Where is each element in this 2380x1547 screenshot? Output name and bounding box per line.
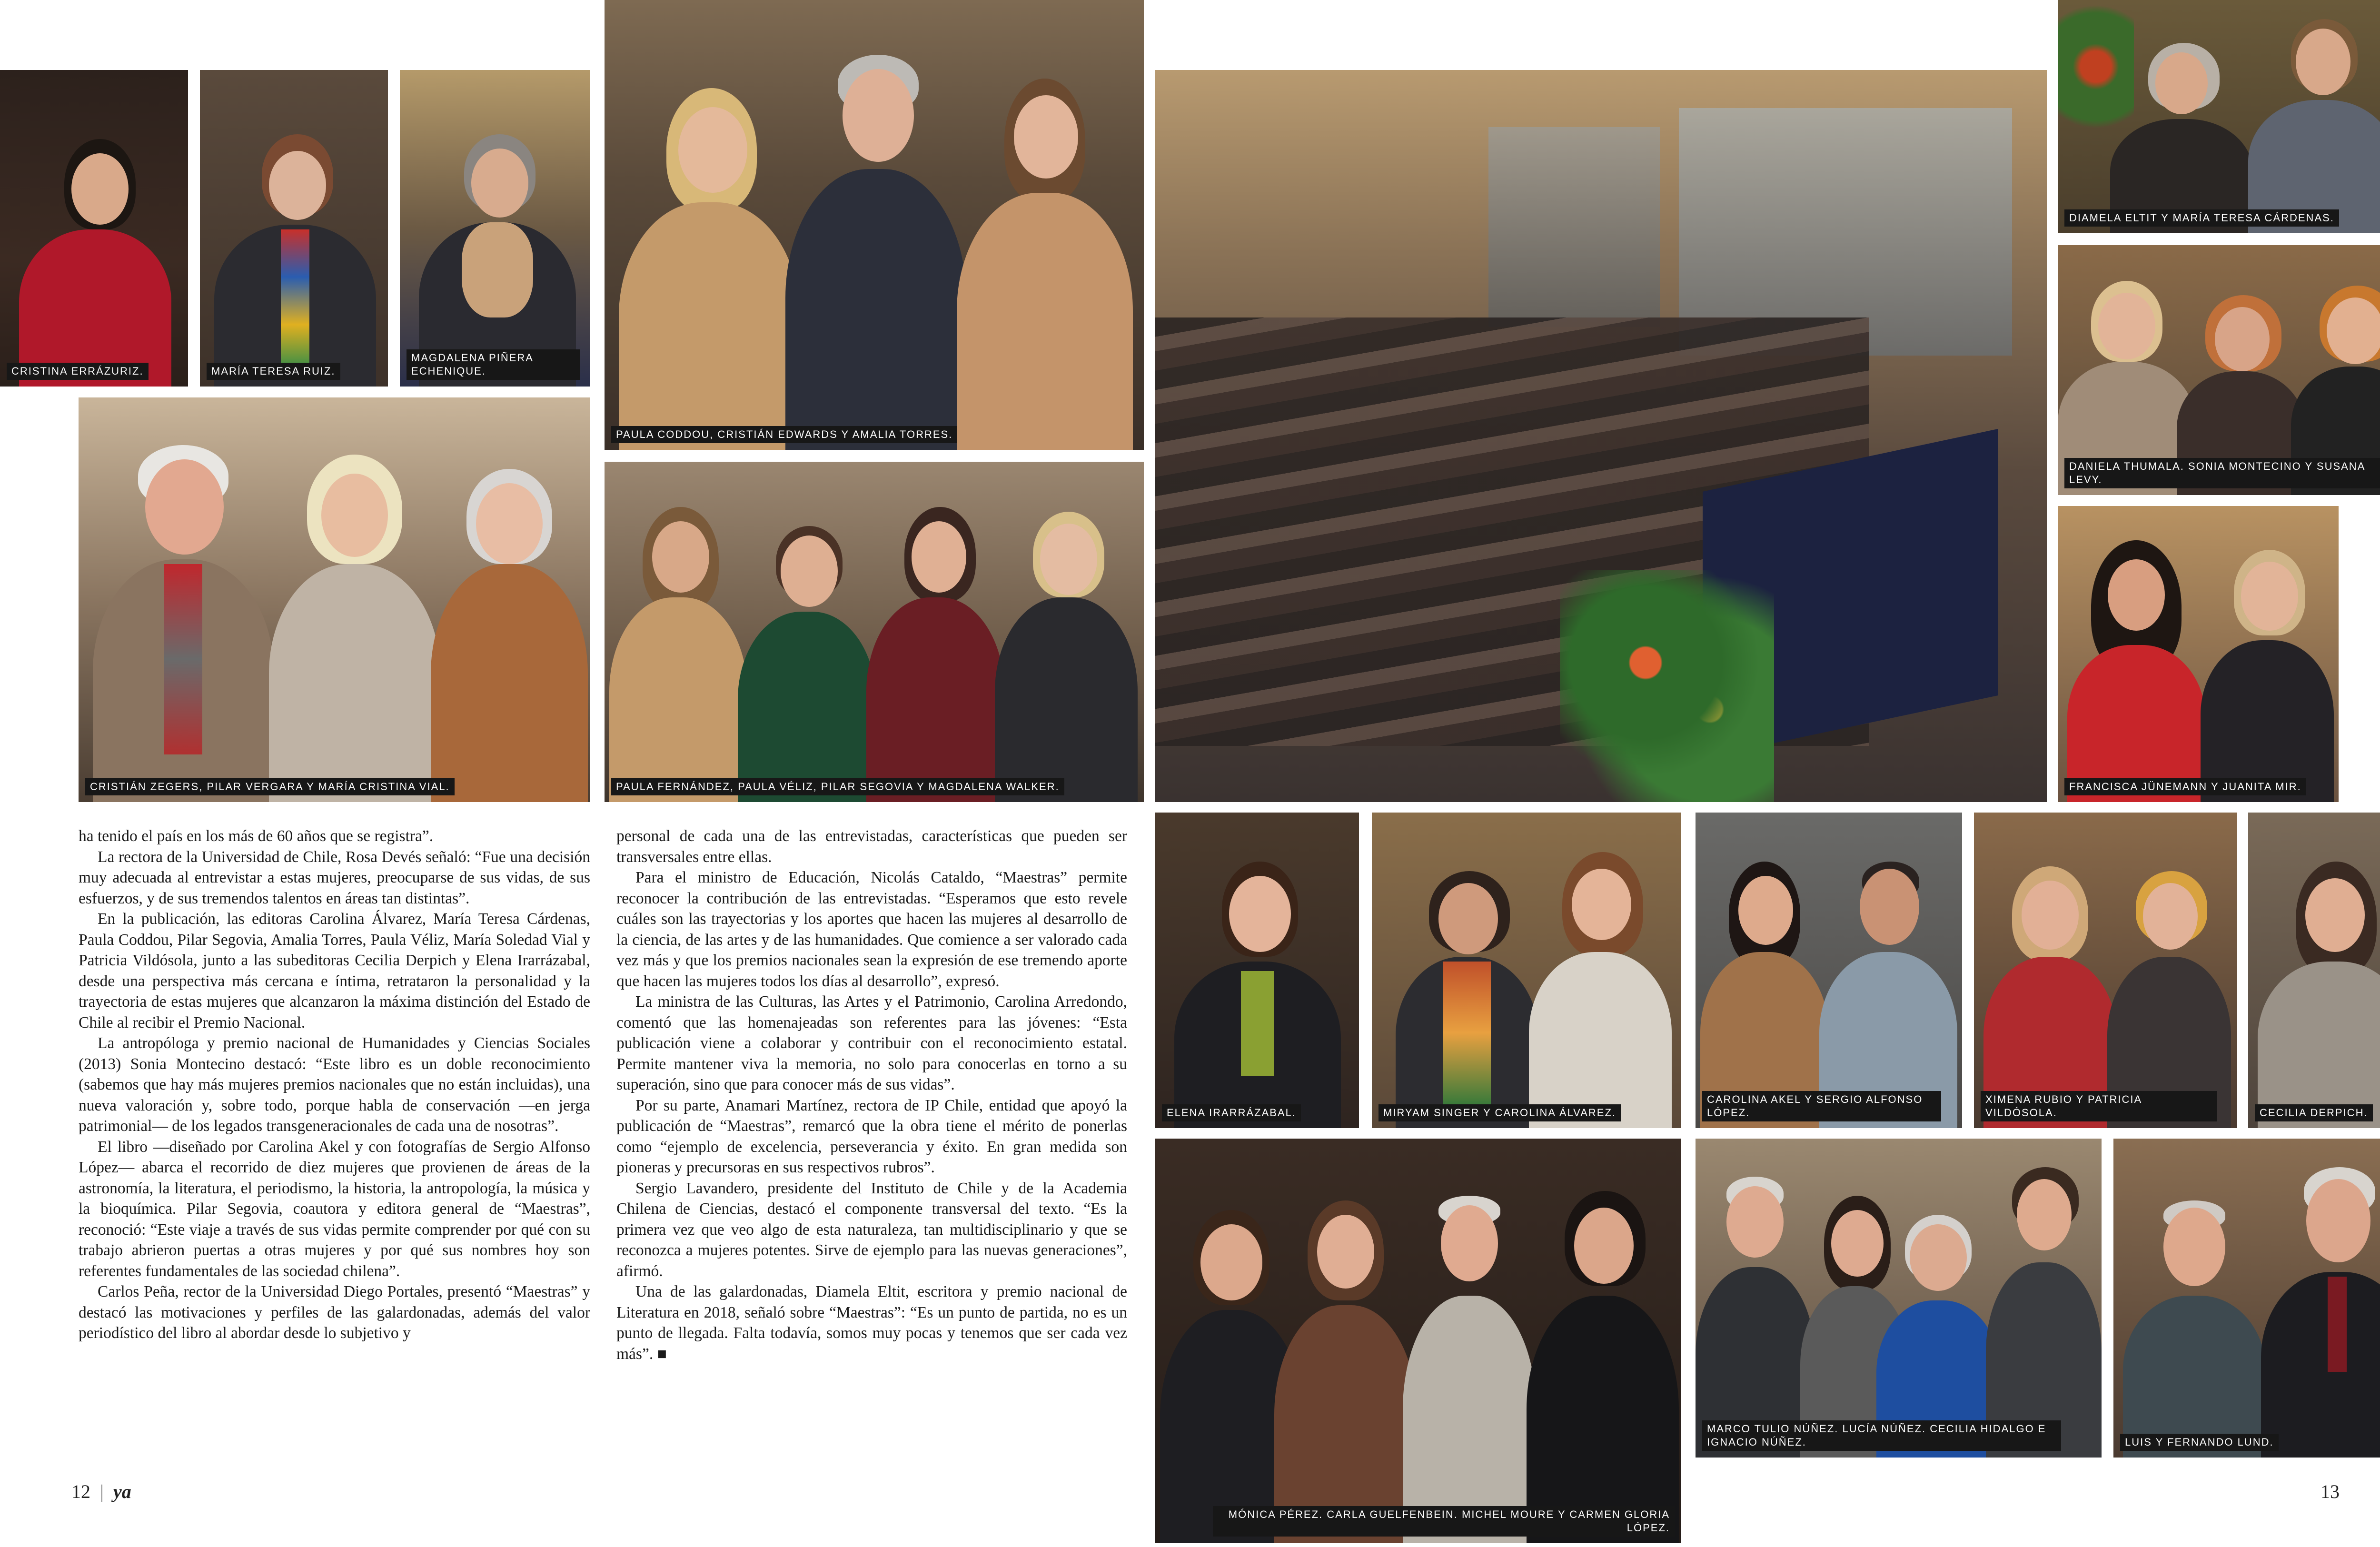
photo-rubio-vildosola [1974, 813, 2237, 1128]
photo-elena-irarrazabal [1155, 813, 1359, 1128]
caption: MAGDALENA PIÑERA ECHENIQUE. [407, 349, 580, 380]
photo-maria-teresa-ruiz [200, 70, 388, 387]
photo-akel-lopez [1696, 813, 1962, 1128]
caption: MARCO TULIO NÚÑEZ. LUCÍA NÚÑEZ. CECILIA HIDALGO E IGNACIO NÚÑEZ. [1702, 1420, 2061, 1451]
photo-perez-guelfenbein-moure-lopez [1155, 1139, 1681, 1543]
photo-junemann-mir [2058, 506, 2339, 802]
paragraph: Para el ministro de Educación, Nicolás Cataldo, “Maestras” permite reconocer la contribución de las entrevistadas. “Esperamos que esto revele cuáles son las trayectorias y los aportes que hacen las mujeres al desarrollo de la ciencia, de las artes y de las humanidades. Que comience a ser valorado cada vez más y que los premios nacionales sean la expresión de ese tremendo aporte que hacen las mujeres todos los días al desarrollo”, expresó. [616, 869, 1127, 990]
paragraph: Sergio Lavandero, presidente del Instituto de Chile y de la Academia Chilena de Ciencias, destacó el componente transversal del texto. “Es la primera vez que veo algo de esta naturaleza, tan multidisciplinario y que se reconozca a mujeres potentes. Sirve de ejemplo para las nuevas generaciones”, afirmó. [616, 1179, 1127, 1280]
caption: MARÍA TERESA RUIZ. [207, 363, 340, 380]
photo-cristina-errazuriz [0, 70, 188, 387]
folio-right [2320, 1480, 2340, 1503]
photo-magdalena-pinera [400, 70, 590, 387]
caption: CRISTIÁN ZEGERS, PILAR VERGARA Y MARÍA CRISTINA VIAL. [85, 778, 455, 795]
caption: DANIELA THUMALA. SONIA MONTECINO Y SUSANA LEVY. [2064, 458, 2380, 488]
paragraph: Una de las galardonadas, Diamela Eltit, escritora y premio nacional de Literatura en 2018, señaló sobre “Maestras”: “Es un punto de partida, no es un punto de llegada. Falta todavía, somos muy pocas y tenemos que ser cada vez más”. ■ [616, 1283, 1127, 1363]
caption: MÓNICA PÉREZ. CARLA GUELFENBEIN. MICHEL MOURE Y CARMEN GLORIA LÓPEZ. [1213, 1506, 1675, 1537]
magazine-logo: ya [113, 1481, 131, 1502]
caption: CAROLINA AKEL Y SERGIO ALFONSO LÓPEZ. [1702, 1091, 1941, 1121]
paragraph: Carlos Peña, rector de la Universidad Diego Portales, presentó “Maestras” y destacó las motivaciones y perfiles de las galardonadas, además del valor periodístico del libro al abordar desde lo subjetivo y [79, 1283, 590, 1342]
folio-separator: | [100, 1481, 104, 1502]
caption: PAULA CODDOU, CRISTIÁN EDWARDS Y AMALIA TORRES. [611, 426, 957, 443]
paragraph: personal de cada una de las entrevistadas, características que pueden ser transversales entre ellas. [616, 827, 1127, 866]
article-column-2 [616, 826, 1127, 1364]
paragraph: El libro —diseñado por Carolina Akel y con fotografías de Sergio Alfonso López— abarca el recorrido de diez mujeres que provienen de áreas de la astronomía, la literatura, el periodismo, la historia, la antropología, la música y la bioquímica. Pilar Segovia, coautora y editora general de “Maestras”, reconoció: “Este viaje a través de sus vidas permite comprender por qué con su trabajo abrieron puertas a otras mujeres y por qué sus nombres hoy son referentes fundamentales de las sociedad chilena”. [79, 1138, 590, 1280]
caption: MIRYAM SINGER Y CAROLINA ÁLVAREZ. [1378, 1104, 1621, 1121]
caption: CECILIA DERPICH. [2255, 1104, 2373, 1121]
caption: PAULA FERNÁNDEZ, PAULA VÉLIZ, PILAR SEGOVIA Y MAGDALENA WALKER. [611, 778, 1064, 795]
photo-thumala-montecino-levy [2058, 245, 2380, 495]
photo-event-hall [1155, 70, 2047, 802]
paragraph: Por su parte, Anamari Martínez, rectora de IP Chile, entidad que apoyó la publicación de “Maestras”, remarcó que la obra tiene el mérito de ponerlas como “ejemplo de excelencia, perseverancia y éxito. En gran medida son pioneras y precursoras en sus respectivos rubros”. [616, 1096, 1127, 1176]
folio-left [71, 1480, 131, 1503]
caption: FRANCISCA JÜNEMANN Y JUANITA MIR. [2064, 778, 2306, 795]
caption: ELENA IRARRÁZABAL. [1162, 1104, 1301, 1121]
photo-singer-alvarez [1372, 813, 1681, 1128]
photo-fernandez-veliz-segovia-walker [605, 462, 1144, 802]
page-number: 12 [71, 1481, 90, 1502]
caption: XIMENA RUBIO Y PATRICIA VILDÓSOLA. [1981, 1091, 2217, 1121]
photo-cecilia-derpich [2248, 813, 2380, 1128]
photo-nunez-hidalgo [1696, 1139, 2102, 1458]
caption: CRISTINA ERRÁZURIZ. [7, 363, 149, 380]
caption: LUIS Y FERNANDO LUND. [2120, 1434, 2279, 1451]
photo-eltit-cardenas [2058, 0, 2380, 233]
photo-coddou-edwards-torres [605, 0, 1144, 450]
paragraph: La antropóloga y premio nacional de Humanidades y Ciencias Sociales (2013) Sonia Montecino destacó: “Este libro es un doble reconocimiento (sabemos que hay más mujeres premios nacionales que no están incluidas), una nueva valoración y, sobre todo, porque habla de conservación —en jerga patrimonial— de los legados transgeneracionales de cada una de nosotras”. [79, 1034, 590, 1135]
paragraph: ha tenido el país en los más de 60 años que se registra”. [79, 827, 434, 845]
paragraph: La ministra de las Culturas, las Artes y el Patrimonio, Carolina Arredondo, comentó que las homenajeadas son referentes para las jóvenes: “Esta publicación viene a colaborar y contribuir con el reconocimiento estatal. Permite mantener viva la memoria, no solo para conocerlas en torno a su superación, sino que para conocer más de sus vidas”. [616, 993, 1127, 1093]
caption: DIAMELA ELTIT Y MARÍA TERESA CÁRDENAS. [2064, 209, 2339, 227]
article-column-1 [79, 826, 590, 1344]
paragraph: En la publicación, las editoras Carolina Álvarez, María Teresa Cárdenas, Paula Coddou, Pilar Segovia, Amalia Torres, Paula Véliz, María Soledad Vial y Patricia Vildósola, junto a las subeditoras Cecilia Derpich y Elena Irarrázabal, desde una perspectiva más cercana e íntima, retrataron la personalidad y la trayectoria de estas mujeres que alcanzaron la máxima distinción del Estado de Chile al recibir el Premio Nacional. [79, 910, 590, 1031]
paragraph: La rectora de la Universidad de Chile, Rosa Devés señaló: “Fue una decisión muy adecuada al entrevistar a estas mujeres, preocuparse de sus vidas, de sus esfuerzos, y de sus tremendos talentos en áreas tan distintas”. [79, 848, 590, 907]
page-number: 13 [2320, 1481, 2340, 1502]
photo-lund [2113, 1139, 2380, 1458]
photo-zegers-vergara-vial [79, 397, 590, 802]
